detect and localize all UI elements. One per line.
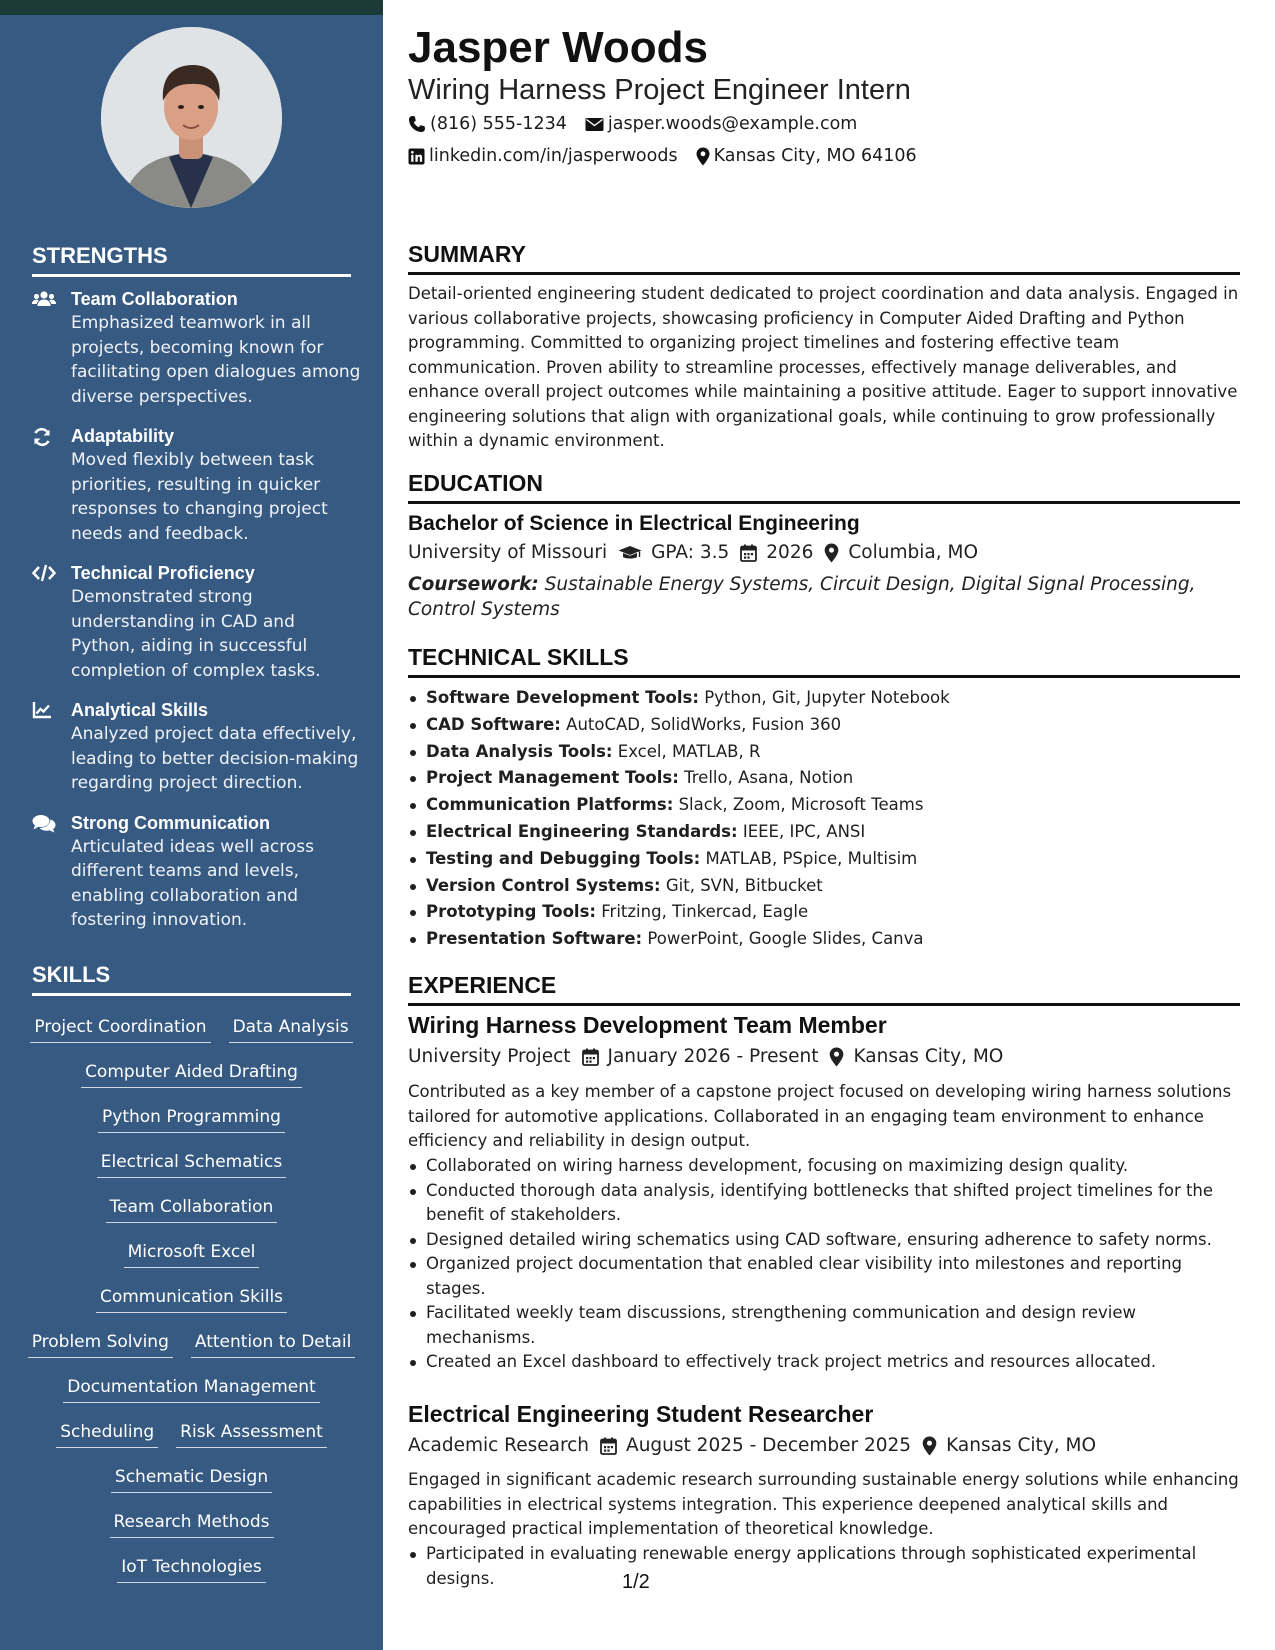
job-bullet: Conducted thorough data analysis, identifying bottlenecks that shifted project timelines for the benefit of stakeholders.: [408, 1179, 1240, 1228]
skill-category: Communication Platforms:: [426, 795, 674, 815]
strength-item: [32, 698, 362, 796]
technical-skill-item: [408, 712, 1240, 739]
sidebar: [0, 0, 383, 1650]
job-bullet: Participated in evaluating renewable energy applications through sophisticated experimental designs.: [408, 1542, 1240, 1591]
phone-icon: [408, 115, 426, 133]
skill-tag: Risk Assessment: [176, 1420, 327, 1448]
strength-item: [32, 561, 362, 683]
summary-heading: SUMMARY: [408, 241, 1240, 275]
chart-line-icon: [32, 698, 71, 796]
skill-values: PowerPoint, Google Slides, Canva: [647, 929, 924, 949]
coursework: [408, 573, 1240, 622]
experience-heading: EXPERIENCE: [408, 972, 1240, 1006]
skill-category: Version Control Systems:: [426, 875, 661, 895]
map-marker-icon: [696, 147, 710, 166]
skill-tag: Communication Skills: [96, 1285, 287, 1313]
skill-category: Prototyping Tools:: [426, 902, 597, 922]
job-organization: University Project: [408, 1046, 571, 1067]
skill-tag: Computer Aided Drafting: [81, 1060, 302, 1088]
school-name: University of Missouri: [408, 542, 608, 563]
users-icon: [32, 287, 71, 409]
skill-tag: Project Coordination: [30, 1015, 210, 1043]
technical-skills-list: [408, 685, 1240, 953]
candidate-name: Jasper Woods: [408, 23, 708, 72]
location-text: Kansas City, MO 64106: [713, 146, 917, 166]
job-organization: Academic Research: [408, 1435, 590, 1456]
degree-title: Bachelor of Science in Electrical Engineering: [408, 512, 860, 535]
strength-description: Analyzed project data effectively, leading to better decision-making regarding project direction.: [71, 724, 359, 793]
contact-row-2: [408, 146, 917, 166]
graduation-year: 2026: [766, 542, 814, 563]
strength-description: Articulated ideas well across different teams and levels, enabling collaboration and fostering innovation.: [71, 836, 314, 930]
strengths-list: [32, 287, 362, 948]
phone-number: (816) 555-1234: [430, 114, 567, 134]
job-dates: January 2026 - Present: [607, 1046, 819, 1067]
linkedin-url: linkedin.com/in/jasperwoods: [429, 146, 678, 166]
technical-skill-item: [408, 685, 1240, 712]
technical-skill-item: [408, 926, 1240, 953]
skill-tag: Data Analysis: [229, 1015, 353, 1043]
graduation-cap-icon: [618, 545, 642, 561]
job-title: Electrical Engineering Student Researcher: [408, 1401, 874, 1427]
sidebar-top-bar: [0, 0, 383, 15]
school-location: Columbia, MO: [848, 542, 979, 563]
skill-tag: IoT Technologies: [117, 1555, 265, 1583]
technical-skill-item: [408, 846, 1240, 873]
technical-skills-heading: TECHNICAL SKILLS: [408, 644, 1240, 678]
envelope-icon: [585, 117, 604, 132]
map-marker-icon: [829, 1047, 844, 1067]
technical-skill-item: [408, 873, 1240, 900]
strength-title: Adaptability: [71, 426, 175, 446]
strength-title: Strong Communication: [71, 812, 270, 833]
job-title: Wiring Harness Development Team Member: [408, 1012, 887, 1038]
skill-tag: Team Collaboration: [106, 1195, 278, 1223]
skill-values: MATLAB, PSpice, Multisim: [705, 848, 918, 868]
candidate-headline: Wiring Harness Project Engineer Intern: [408, 74, 911, 106]
skill-category: Testing and Debugging Tools:: [426, 848, 701, 868]
map-marker-icon: [824, 543, 839, 563]
strength-item: [32, 424, 362, 546]
page-number: 1/2: [622, 1571, 650, 1593]
skill-values: Trello, Asana, Notion: [684, 768, 854, 788]
skill-tag: Research Methods: [110, 1510, 274, 1538]
skill-values: Slack, Zoom, Microsoft Teams: [678, 795, 924, 815]
job-bullet: Designed detailed wiring schematics using CAD software, ensuring adherence to safety norms.: [408, 1228, 1240, 1253]
strength-title: Team Collaboration: [71, 289, 238, 309]
skill-tag: Schematic Design: [111, 1465, 272, 1493]
skill-values: Git, SVN, Bitbucket: [665, 875, 823, 895]
job-dates: August 2025 - December 2025: [626, 1435, 912, 1456]
skill-category: Data Analysis Tools:: [426, 741, 613, 761]
skills-list: [28, 1015, 355, 1600]
map-marker-icon: [922, 1436, 937, 1456]
skill-category: Electrical Engineering Standards:: [426, 821, 738, 841]
skill-values: AutoCAD, SolidWorks, Fusion 360: [566, 714, 842, 734]
avatar: [101, 27, 282, 208]
job-location: Kansas City, MO: [946, 1435, 1096, 1456]
contact-row: [408, 114, 857, 134]
strength-description: Demonstrated strong understanding in CAD and Python, aiding in successful completion of complex tasks.: [71, 587, 321, 681]
skill-values: IEEE, IPC, ANSI: [742, 821, 866, 841]
skill-tag: Python Programming: [98, 1105, 285, 1133]
skill-values: Fritzing, Tinkercad, Eagle: [601, 902, 809, 922]
profile-photo: [101, 27, 282, 208]
strength-description: Moved flexibly between task priorities, resulting in quicker responses to changing project needs and feedback.: [71, 450, 328, 544]
calendar-icon: [600, 1437, 617, 1455]
technical-skill-item: [408, 792, 1240, 819]
skill-values: Excel, MATLAB, R: [617, 741, 761, 761]
location-contact: [696, 146, 917, 166]
strength-item: [32, 811, 362, 933]
skill-category: Presentation Software:: [426, 929, 643, 949]
comments-icon: [32, 811, 71, 933]
coursework-list: Sustainable Energy Systems, Circuit Design, Digital Signal Processing, Control Systems: [408, 574, 1196, 620]
education-heading: EDUCATION: [408, 470, 1240, 504]
job-bullet: Facilitated weekly team discussions, strengthening communication and design review mechanisms.: [408, 1301, 1240, 1350]
skill-tag: Scheduling: [56, 1420, 158, 1448]
skill-tag: Microsoft Excel: [124, 1240, 260, 1268]
email-address: jasper.woods@example.com: [607, 114, 858, 134]
email-contact[interactable]: [585, 114, 857, 134]
education-meta: [408, 542, 978, 563]
skill-values: Python, Git, Jupyter Notebook: [704, 688, 950, 707]
job-bullet: Collaborated on wiring harness development, focusing on maximizing design quality.: [408, 1154, 1240, 1179]
linkedin-icon: [408, 148, 425, 165]
strength-item: [32, 287, 362, 409]
skill-tag: Problem Solving: [28, 1330, 173, 1358]
job-location: Kansas City, MO: [853, 1046, 1004, 1067]
calendar-icon: [740, 544, 757, 562]
linkedin-contact[interactable]: [408, 146, 678, 166]
job-bullets: [408, 1542, 1240, 1591]
job-bullets: [408, 1154, 1240, 1375]
strength-title: Analytical Skills: [71, 700, 209, 720]
job-summary: Engaged in significant academic research surrounding sustainable energy solutions while enhancing capabilities in electrical systems integration. This experience deepened analytical skills and encouraged practical implementation of theoretical knowledge.: [408, 1470, 1239, 1538]
job-meta: [408, 1435, 1096, 1456]
technical-skill-item: [408, 819, 1240, 846]
skill-category: Software Development Tools:: [426, 688, 699, 707]
strength-description: Emphasized teamwork in all projects, becoming known for facilitating open dialogues among diverse perspectives.: [71, 313, 361, 407]
calendar-icon: [582, 1048, 599, 1066]
gpa: GPA: 3.5: [651, 542, 730, 563]
strengths-heading: STRENGTHS: [32, 243, 351, 277]
job-meta: [408, 1046, 1003, 1067]
coursework-label: Coursework:: [408, 574, 539, 595]
skill-category: CAD Software:: [426, 714, 561, 734]
technical-skill-item: [408, 899, 1240, 926]
sync-icon: [32, 424, 71, 546]
skill-tag: Documentation Management: [63, 1375, 319, 1403]
phone-contact[interactable]: [408, 114, 567, 134]
technical-skill-item: [408, 765, 1240, 792]
strength-title: Technical Proficiency: [71, 563, 255, 583]
skill-category: Project Management Tools:: [426, 768, 679, 788]
skill-tag: Attention to Detail: [191, 1330, 355, 1358]
technical-skill-item: [408, 739, 1240, 766]
summary-text: Detail-oriented engineering student dedicated to project coordination and data analysis. Engaged in various collaborative projects, showcasing proficiency in Computer Aided Drafting and Python programming. Committed to organizing project timelines and fostering effective team communication. Proven ability to streamline processes, effectively manage deliverables, and enhance overall project outcomes while maintaining a positive attitude. Eager to support innovative engineering solutions that align with organizational goals, while continuing to grow professionally within a dynamic environment.: [408, 284, 1239, 450]
job-bullet: Organized project documentation that enabled clear visibility into milestones and reporting stages.: [408, 1252, 1240, 1301]
job-summary: Contributed as a key member of a capstone project focused on developing wiring harness solutions tailored for automotive applications. Collaborated in an engaging team environment to enhance efficiency and reliability in design output.: [408, 1082, 1232, 1150]
skill-tag: Electrical Schematics: [97, 1150, 286, 1178]
skills-heading: SKILLS: [32, 962, 351, 996]
job-bullet: Created an Excel dashboard to effectively track project metrics and resources allocated.: [408, 1350, 1240, 1375]
code-icon: [32, 561, 71, 683]
